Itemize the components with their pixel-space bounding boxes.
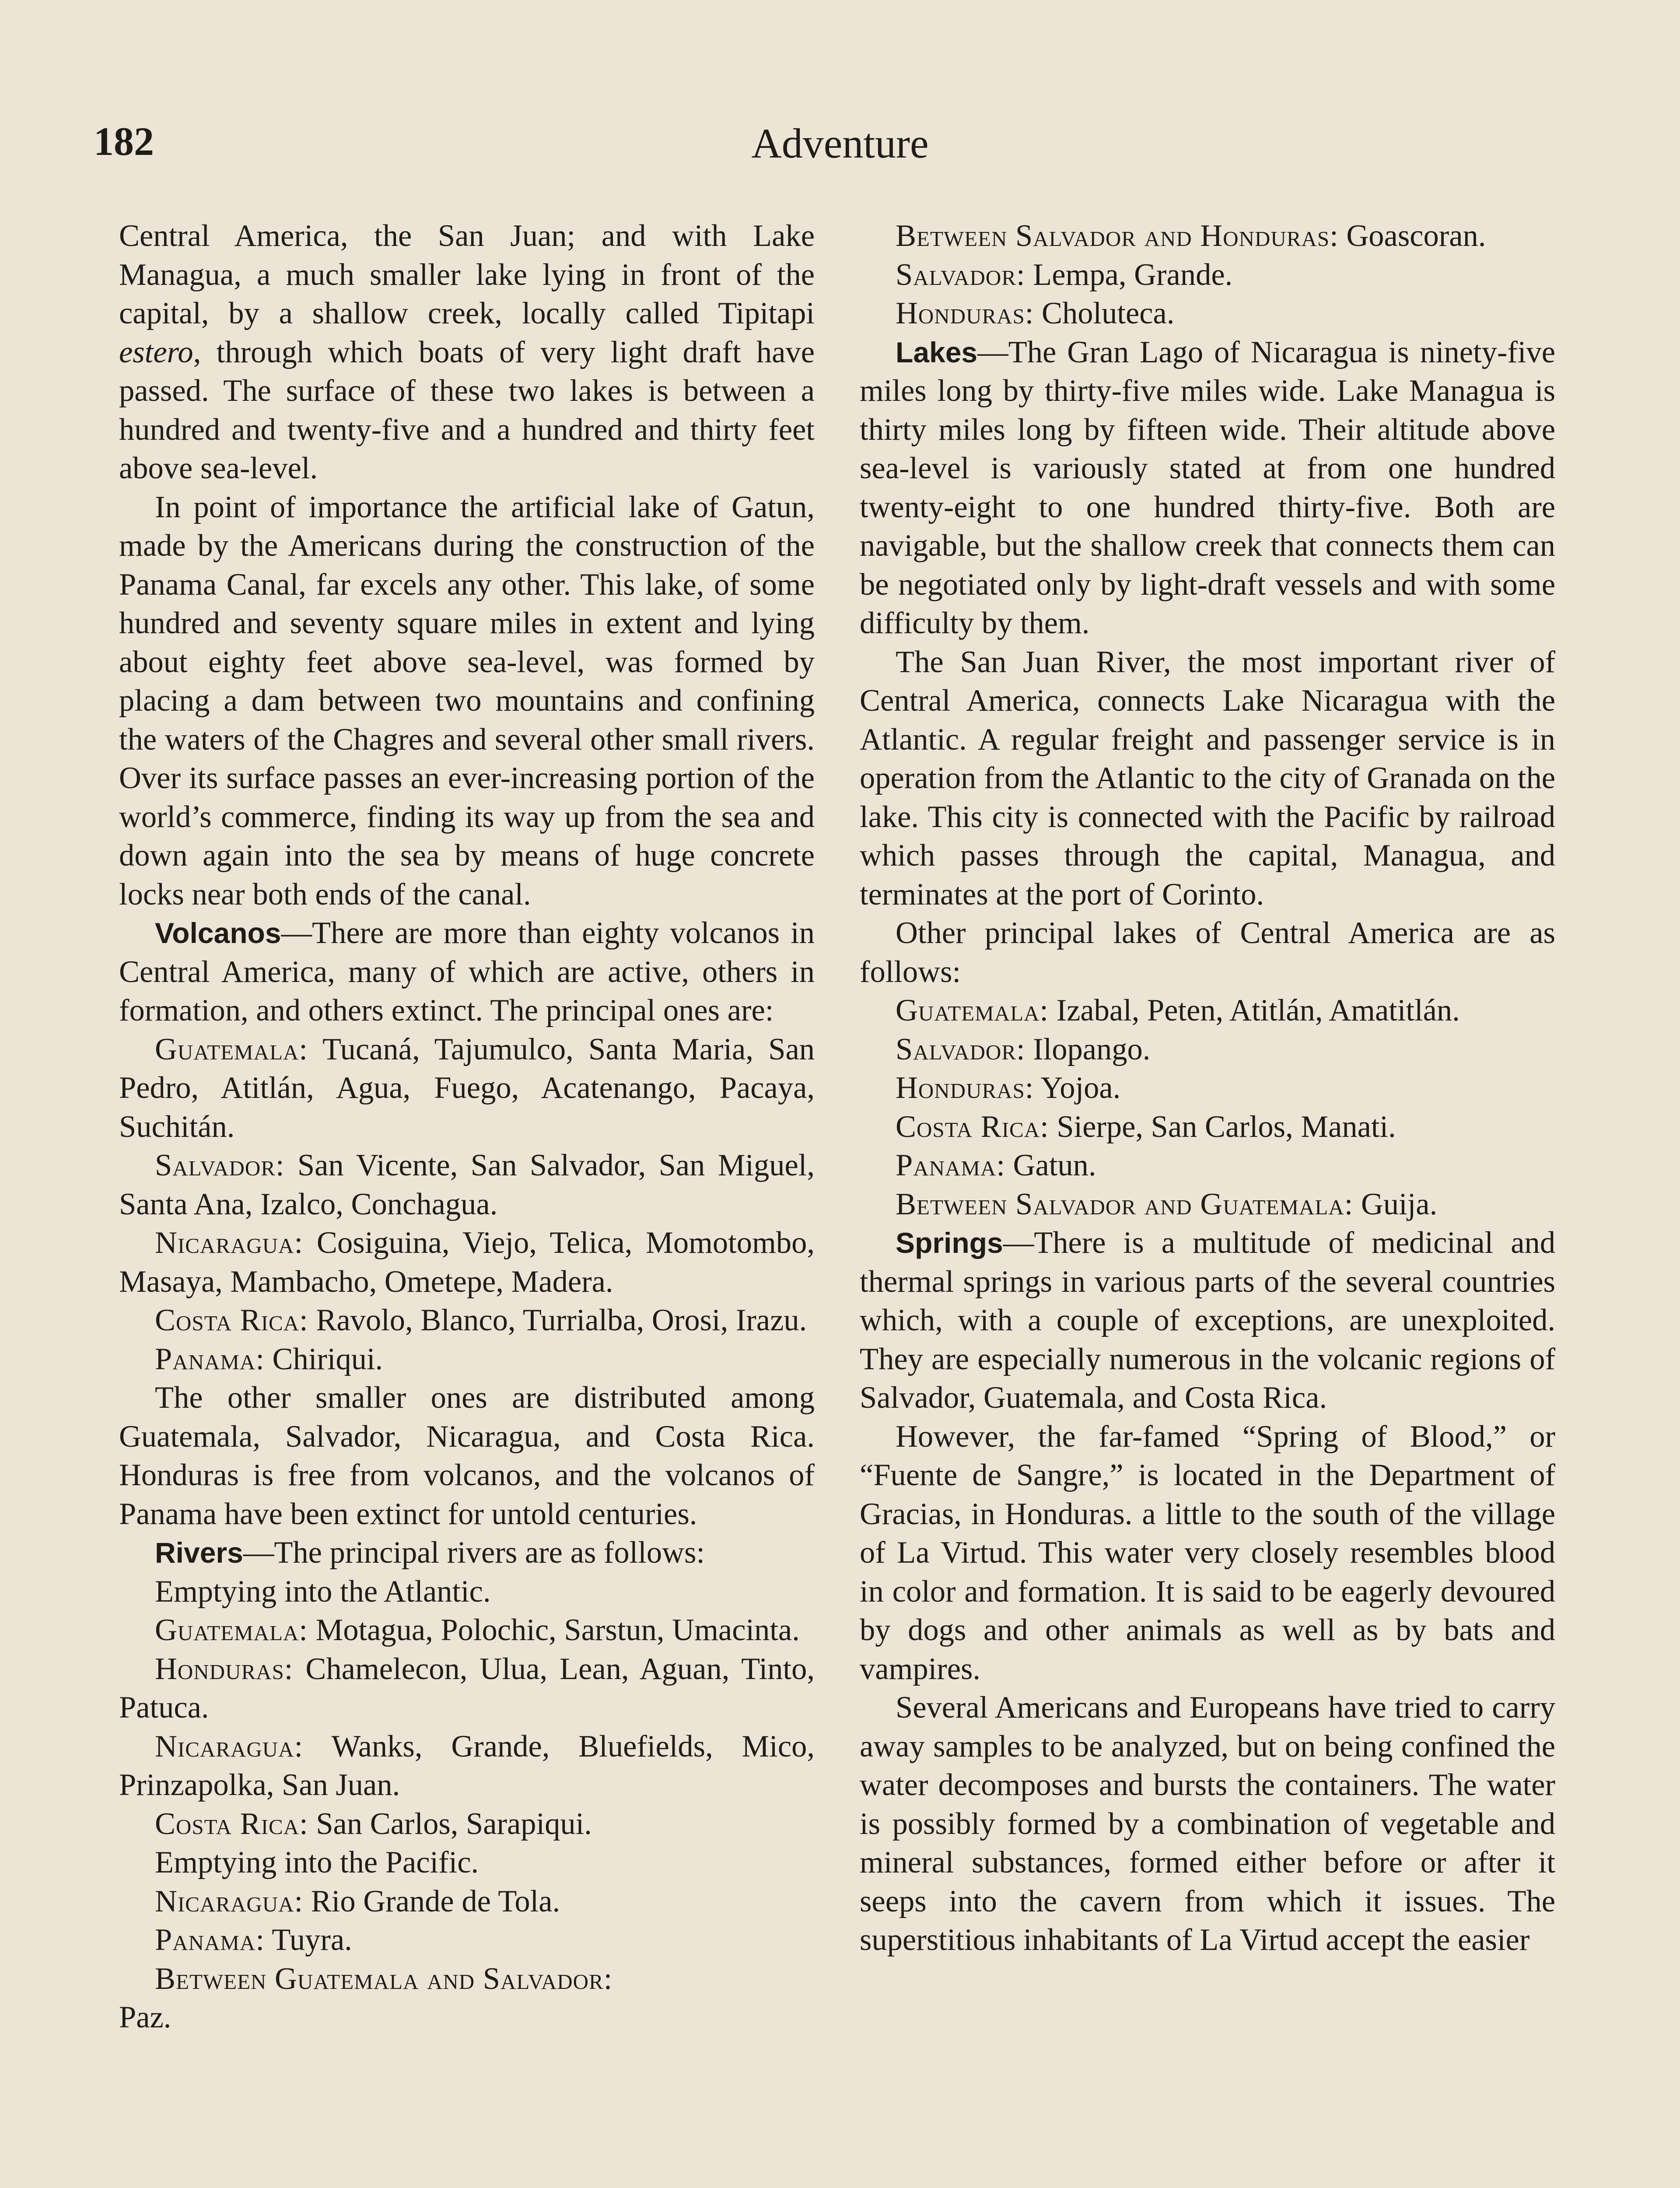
section-heading: Rivers [155, 1536, 243, 1569]
left-column [119, 217, 815, 2037]
list-item: Salvador: San Vicente, San Salvador, San Miguel, Santa Ana, Izalco, Conchagua. [119, 1148, 815, 1221]
paragraph: Several Americans and Europeans have tried to carry away samples to be analyzed, but on being confined the water decomposes and bursts the containers. The water is possibly formed by a combination of vegetable and mineral substances, formed either before or after it seeps into the cavern from which it issues. The superstitious inhabitants of La Virtud accept the easier [860, 1690, 1555, 1957]
list-item: Guatemala: Motagua, Polochic, Sarstun, Umacinta. [155, 1613, 800, 1647]
list-item: Honduras: Choluteca. [896, 296, 1175, 330]
paragraph: Other principal lakes of Central America are as follows: [860, 916, 1555, 989]
section-heading: Volcanos [155, 917, 281, 949]
running-head: Adventure [751, 120, 929, 167]
list-item: Guatemala: Tucaná, Tajumulco, Santa Maria, San Pedro, Atitlán, Agua, Fuego, Acatenango, Pacaya, Suchitán. [119, 1032, 815, 1144]
section-springs: Springs—There is a multitude of medicinal and thermal springs in various parts of the several countries which, with a couple of exceptions, are unexploited. They are especially numerous in the volcanic regions of Salvador, Guatemala, and Costa Rica. [860, 1226, 1555, 1415]
paragraph: However, the far-famed “Spring of Blood,” or “Fuente de Sangre,” is located in the Department of Gracias, in Honduras. a little to the south of the village of La Virtud. This water very closely resembles blood in color and formation. It is said to be eagerly devoured by dogs and other animals as well as by bats and vampires. [860, 1419, 1555, 1686]
list-subhead: Emptying into the Atlantic. [155, 1574, 491, 1609]
paragraph: The San Juan River, the most important river of Central America, connects Lake Nicaragua with the Atlantic. A regular freight and passenger service is in operation from the Atlantic to the city of Granada on the lake. This city is connected with the Pacific by railroad which passes through the capital, Managua, and terminates at the port of Corinto. [860, 645, 1555, 912]
list-item: Salvador: Ilopango. [896, 1032, 1151, 1066]
list-item: Nicaragua: Rio Grande de Tola. [155, 1884, 560, 1918]
list-item: Costa Rica: Ravolo, Blanco, Turrialba, Orosi, Irazu. [155, 1303, 807, 1337]
list-item: Salvador: Lempa, Grande. [896, 257, 1233, 292]
list-item: Between Salvador and Guatemala: Guija. [896, 1187, 1438, 1221]
paragraph: The other smaller ones are distributed among Guatemala, Salvador, Nicaragua, and Costa Rica. Honduras is free from volcanos, and the volcanos of Panama have been extinct for untold centuries. [119, 1381, 815, 1531]
list-item: Guatemala: Izabal, Peten, Atitlán, Amatitlán. [896, 993, 1460, 1027]
list-item: Panama: Tuyra. [155, 1923, 352, 1957]
list-subhead: Emptying into the Pacific. [155, 1845, 479, 1879]
right-column [860, 217, 1555, 1960]
section-rivers: Rivers—The principal rivers are as follows: [155, 1536, 705, 1570]
section-volcanos: Volcanos—There are more than eighty volcanos in Central America, many of which are active, others in formation, and others extinct. The principal ones are: [119, 916, 815, 1027]
list-item: Costa Rica: San Carlos, Sarapiqui. [155, 1806, 592, 1841]
list-item: Nicaragua: Wanks, Grande, Bluefields, Mico, Prinzapolka, San Juan. [119, 1729, 815, 1802]
list-item: Honduras: Chamelecon, Ulua, Lean, Aguan, Tinto, Patuca. [119, 1652, 815, 1725]
list-item: Panama: Chiriqui. [155, 1342, 383, 1376]
page-number: 182 [94, 119, 154, 164]
list-item: Honduras: Yojoa. [896, 1071, 1121, 1105]
paragraph: Central America, the San Juan; and with Lake Managua, a much smaller lake lying in front of the capital, by a shallow creek, locally called Tipitapi estero, through which boats of very light draft have passed. The surface of these two lakes is between a hundred and twenty-five and a hundred and thirty feet above sea-level. [119, 219, 815, 485]
list-item: Nicaragua: Cosiguina, Viejo, Telica, Momotombo, Masaya, Mambacho, Ometepe, Madera. [119, 1226, 815, 1299]
list-item: Between Guatemala and Salvador: Paz. [119, 1961, 613, 2034]
paragraph: In point of importance the artificial lake of Gatun, made by the Americans during the construction of the Panama Canal, far excels any other. This lake, of some hundred and seventy square miles in extent and lying about eighty feet above sea-level, was formed by placing a dam between two mountains and confining the waters of the Chagres and several other small rivers. Over its surface passes an ever-increasing portion of the world’s commerce, finding its way up from the sea and down again into the sea by means of huge concrete locks near both ends of the canal. [119, 490, 815, 912]
list-item: Costa Rica: Sierpe, San Carlos, Manati. [896, 1109, 1396, 1144]
section-lakes: Lakes—The Gran Lago of Nicaragua is ninety-five miles long by thirty-five miles wide. Lake Managua is thirty miles long by fifteen wide. Their altitude above sea-level is variously stated at from one hundred twenty-eight to one hundred thirty-five. Both are navigable, but the shallow creek that connects them can be negotiated only by light-draft vessels and with some difficulty by them. [860, 335, 1555, 640]
section-heading: Springs [896, 1227, 1003, 1259]
section-heading: Lakes [896, 336, 978, 368]
list-item: Between Salvador and Honduras: Goascoran. [896, 219, 1486, 253]
list-item: Panama: Gatun. [896, 1148, 1096, 1182]
